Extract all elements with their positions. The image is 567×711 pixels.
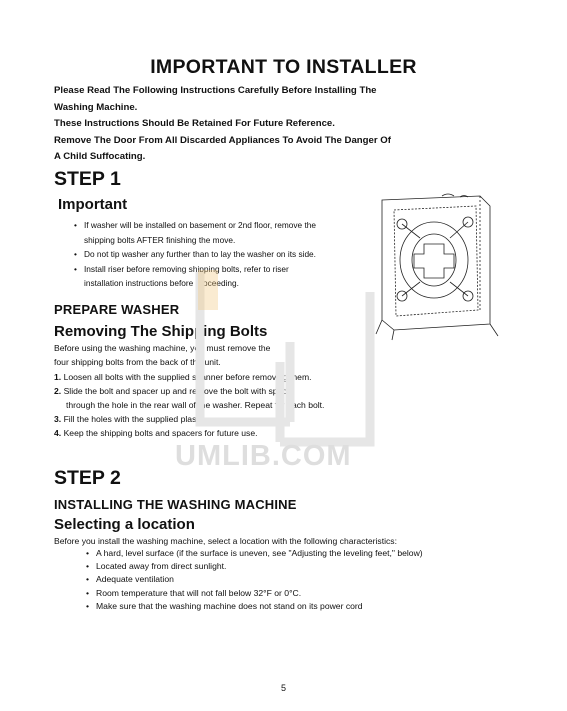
- location-bullet: • Adequate ventilation: [86, 573, 423, 586]
- important-bullet: • If washer will be installed on basement or 2nd floor, remove the shipping bolts AFTER finishing the move.: [74, 218, 374, 247]
- intro-notice: [54, 83, 391, 166]
- intro-line: Please Read The Following Instructions Carefully Before Installing The: [54, 85, 377, 96]
- page-number: 5: [280, 683, 286, 693]
- removal-step-continuation: through the hole in the rear wall of the washer. Repeat for each bolt.: [66, 400, 325, 410]
- important-heading: Important: [58, 196, 128, 213]
- washer-back-illustration: [372, 192, 512, 342]
- removal-step: 2. Slide the bolt and spacer up and remove the bolt with spacer: [54, 386, 295, 396]
- location-bullet: • Room temperature that will not fall below 32°F or 0°C.: [86, 587, 423, 600]
- location-list: [86, 547, 423, 613]
- intro-line: These Instructions Should Be Retained For Future Reference.: [54, 118, 335, 129]
- page-title: IMPORTANT TO INSTALLER: [150, 56, 417, 78]
- removal-step: 4. Keep the shipping bolts and spacers for future use.: [54, 428, 258, 438]
- intro-line: Remove The Door From All Discarded Appliances To Avoid The Danger Of: [54, 134, 391, 146]
- step2-heading: STEP 2: [54, 467, 121, 489]
- watermark-logo-icon: [180, 262, 390, 447]
- important-bullet: • Install riser before removing shipping bolts, refer to riser installation instructions before proceeding.: [74, 262, 374, 291]
- location-intro: Before you install the washing machine, select a location with the following characteristics:: [54, 536, 397, 546]
- location-bullet: • Make sure that the washing machine does not stand on its power cord: [86, 600, 423, 613]
- selecting-location-heading: Selecting a location: [54, 516, 195, 533]
- important-bullet: • Do not tip washer any further than to lay the washer on its side.: [74, 247, 374, 262]
- removing-bolts-heading: Removing The Shipping Bolts: [54, 323, 268, 340]
- location-bullet: • A hard, level surface (if the surface is uneven, see "Adjusting the leveling feet," below): [86, 547, 423, 560]
- location-bullet: • Located away from direct sunlight.: [86, 560, 423, 573]
- prepare-washer-heading: PREPARE WASHER: [54, 302, 180, 317]
- installing-heading: INSTALLING THE WASHING MACHINE: [54, 497, 297, 512]
- removing-intro: Before using the washing machine, you must remove the four shipping bolts from the back of the unit.: [54, 343, 271, 367]
- removal-step: 3. Fill the holes with the supplied plastic covers.: [54, 414, 236, 424]
- intro-line: A Child Suffocating.: [54, 151, 146, 162]
- watermark-text: UMLIB.COM: [175, 440, 352, 472]
- intro-line: Washing Machine.: [54, 101, 138, 113]
- step1-heading: STEP 1: [54, 168, 121, 190]
- removal-step: 1. Loosen all bolts with the supplied spanner before removing them.: [54, 372, 312, 382]
